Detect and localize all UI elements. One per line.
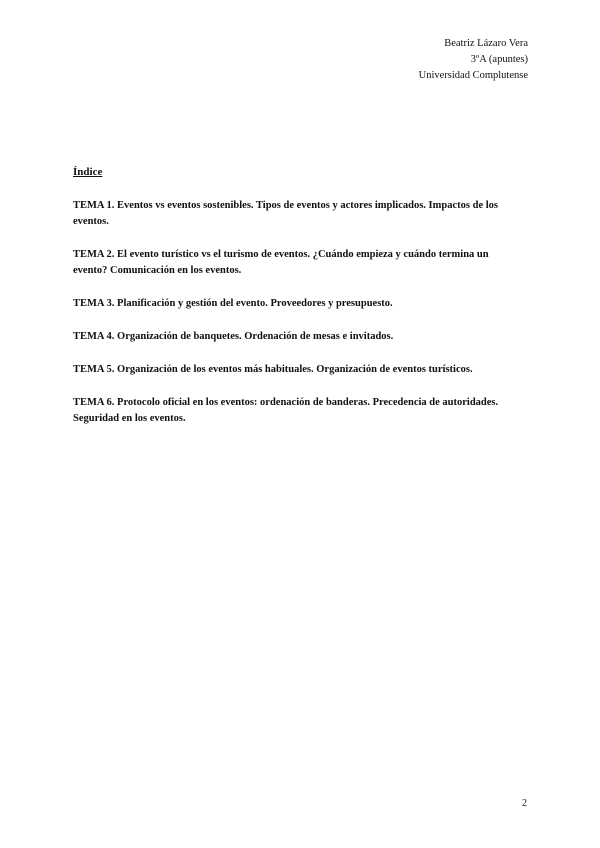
- toc-item-tema-5: TEMA 5. Organización de los eventos más habituales. Organización de eventos turísticos.: [73, 364, 473, 375]
- author-name: Beatriz Lázaro Vera: [444, 38, 528, 49]
- toc-item-tema-4: TEMA 4. Organización de banquetes. Ordenación de mesas e invitados.: [73, 331, 394, 342]
- index-title: Índice: [73, 166, 103, 178]
- toc-item-tema-3: TEMA 3. Planificación y gestión del evento. Proveedores y presupuesto.: [73, 298, 393, 309]
- page-number: 2: [522, 798, 527, 809]
- toc-item-tema-1: TEMA 1. Eventos vs eventos sostenibles. Tipos de eventos y actores implicados. Impactos de los eventos.: [73, 200, 498, 227]
- university-name: Universidad Complutense: [418, 70, 528, 81]
- table-of-contents: [73, 198, 519, 444]
- toc-item-tema-2: TEMA 2. El evento turístico vs el turismo de eventos. ¿Cuándo empieza y cuándo termina un evento? Comunicación en los eventos.: [73, 249, 489, 276]
- toc-item-tema-6: TEMA 6. Protocolo oficial en los eventos: ordenación de banderas. Precedencia de autoridades. Seguridad en los eventos.: [73, 397, 499, 424]
- course-info: 3ºA (apuntes): [470, 54, 528, 65]
- page-header: [419, 36, 528, 84]
